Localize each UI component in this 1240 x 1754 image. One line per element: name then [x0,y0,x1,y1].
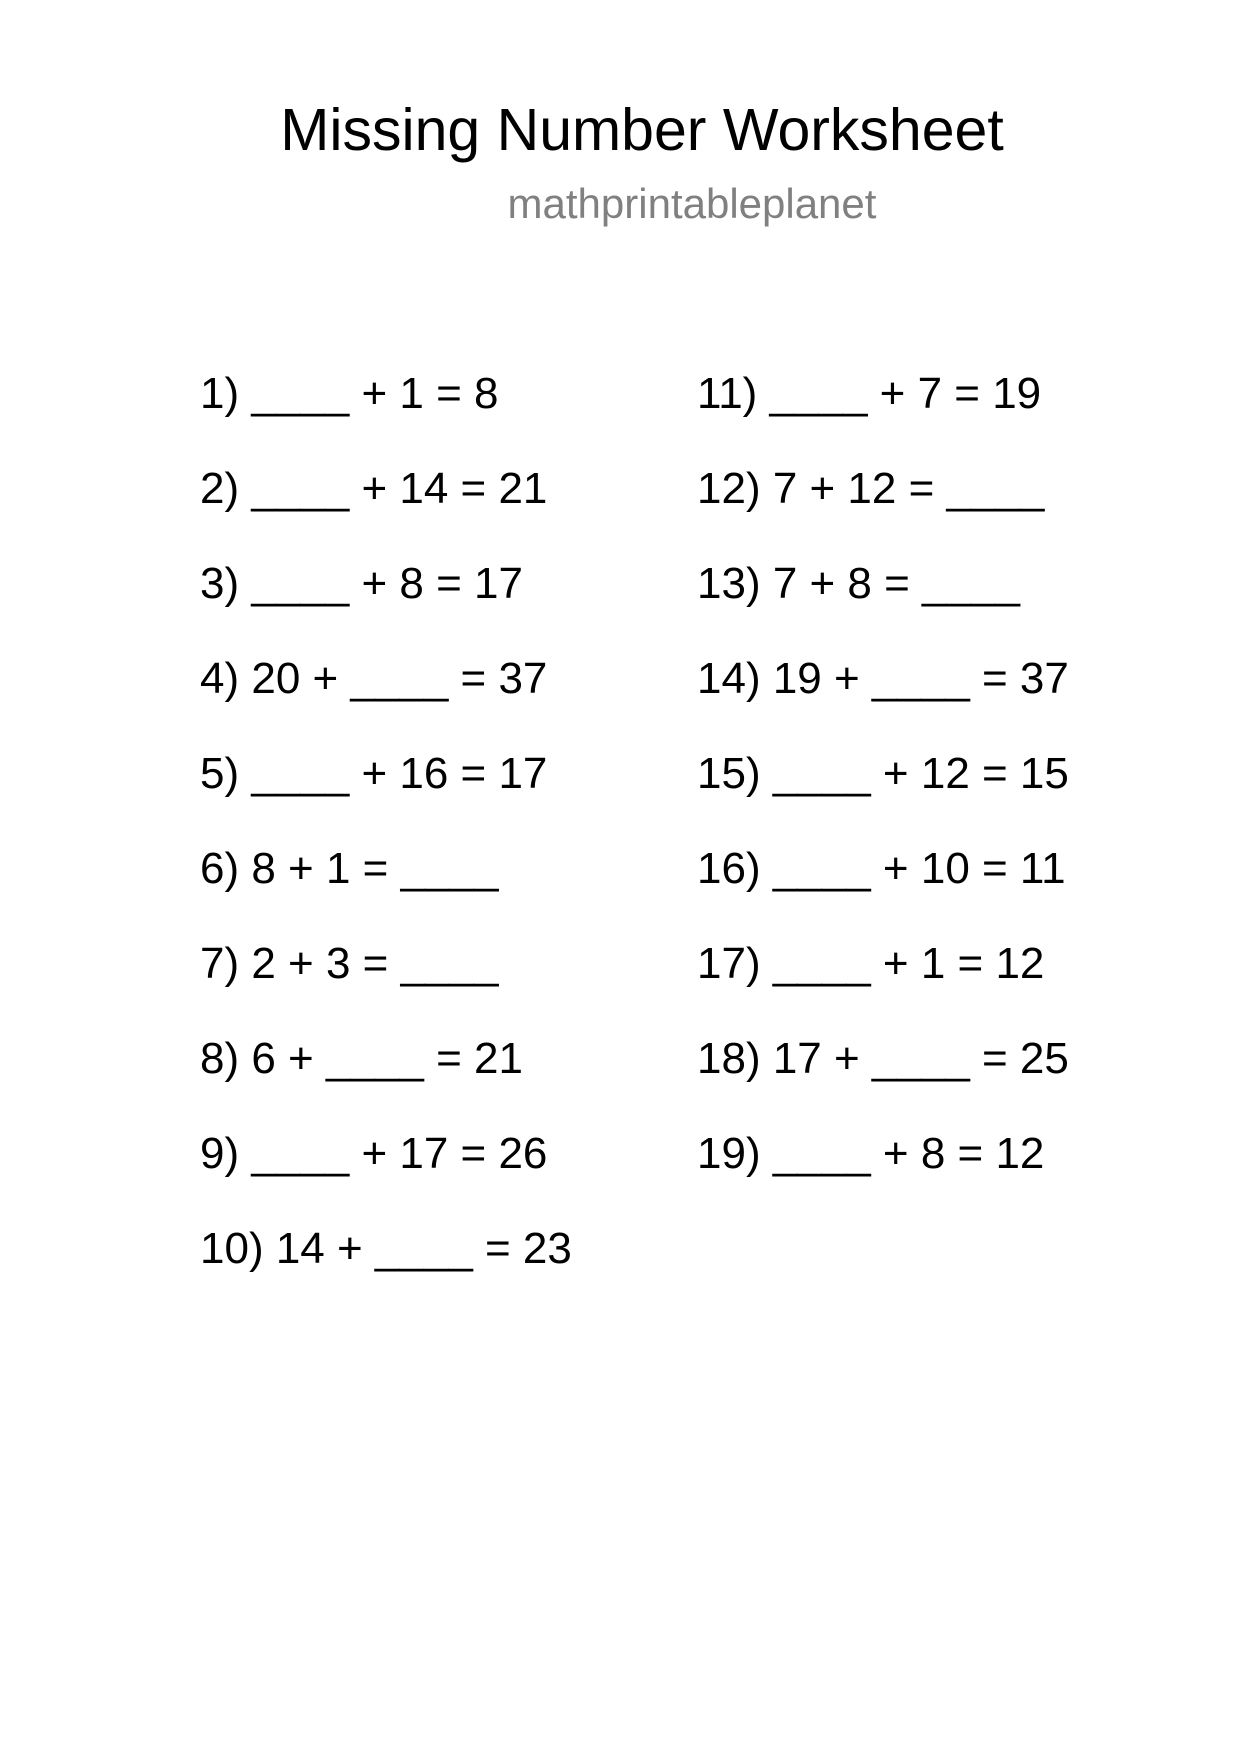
problems-column-left [200,346,572,1296]
problem-3: 3) ____ + 8 = 17 [200,559,523,608]
problem-2: 2) ____ + 14 = 21 [200,464,548,513]
problem-1: 1) ____ + 1 = 8 [200,369,499,418]
problem-12: 12) 7 + 12 = ____ [697,464,1045,513]
problem-13: 13) 7 + 8 = ____ [697,559,1020,608]
problems-column-right [697,346,1069,1201]
problem-10: 10) 14 + ____ = 23 [200,1224,572,1273]
problem-17: 17) ____ + 1 = 12 [697,939,1045,988]
problem-7: 7) 2 + 3 = ____ [200,939,499,988]
problem-19: 19) ____ + 8 = 12 [697,1129,1045,1178]
problem-5: 5) ____ + 16 = 17 [200,749,548,798]
problem-4: 4) 20 + ____ = 37 [200,654,548,703]
problem-18: 18) 17 + ____ = 25 [697,1034,1069,1083]
problem-9: 9) ____ + 17 = 26 [200,1129,548,1178]
worksheet-source: mathprintableplanet [507,180,877,227]
problem-16: 16) ____ + 10 = 11 [697,844,1066,893]
problem-8: 8) 6 + ____ = 21 [200,1034,523,1083]
worksheet-title: Missing Number Worksheet [280,97,1004,163]
problem-11: 11) ____ + 7 = 19 [697,369,1042,418]
problem-14: 14) 19 + ____ = 37 [697,654,1069,703]
problem-15: 15) ____ + 12 = 15 [697,749,1069,798]
problem-6: 6) 8 + 1 = ____ [200,844,499,893]
